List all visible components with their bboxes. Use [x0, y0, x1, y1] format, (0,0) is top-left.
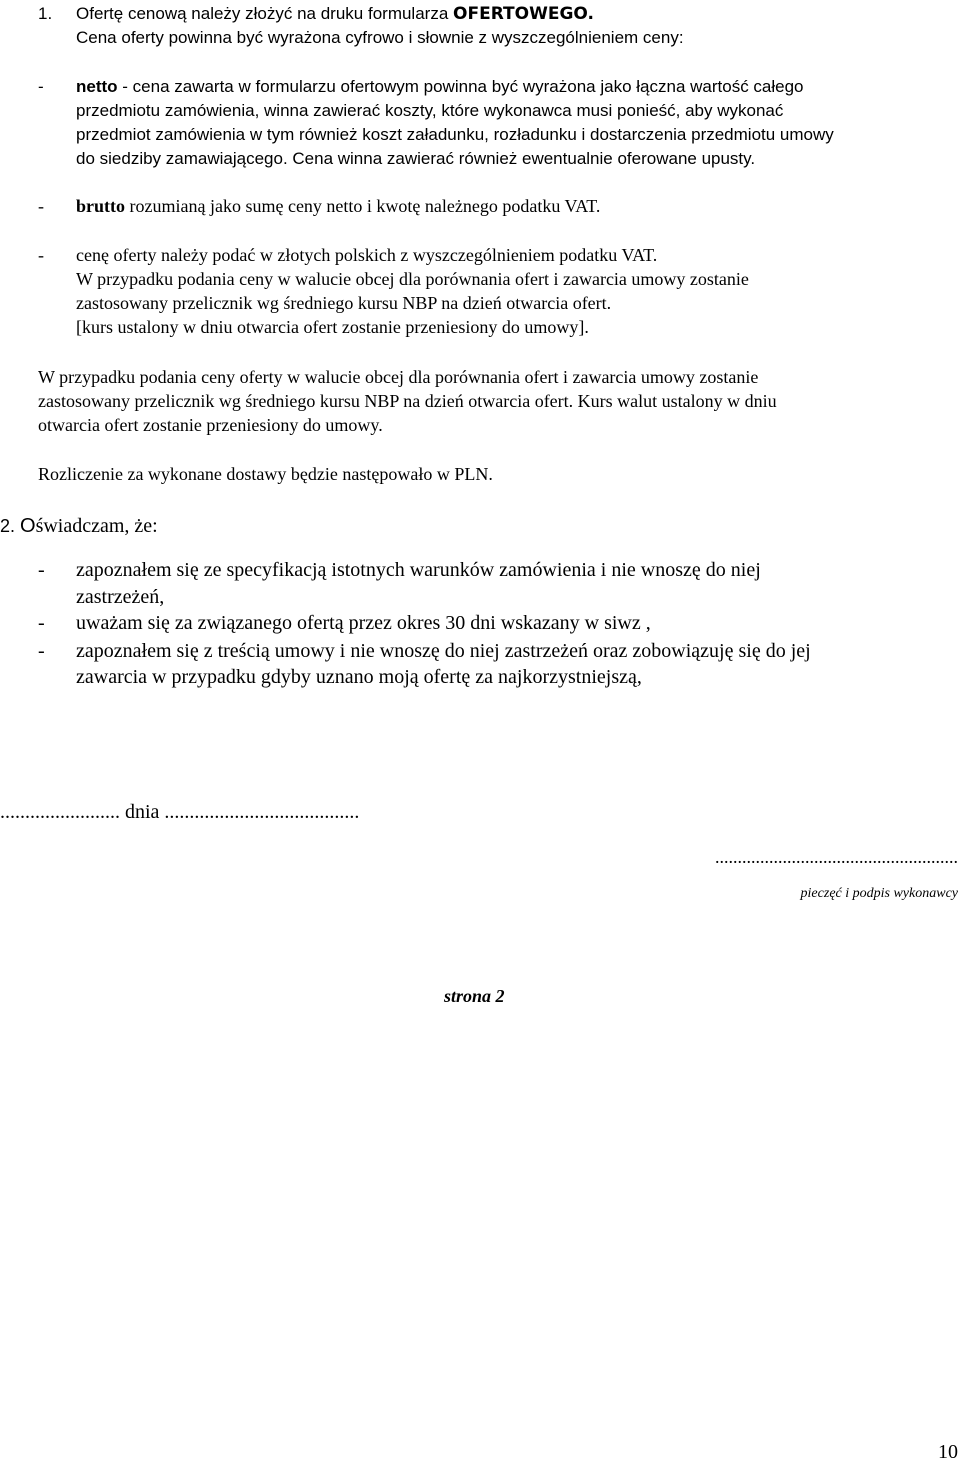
brutto-line: [76, 194, 600, 218]
section-2-title: świadczam, że:: [35, 515, 158, 537]
netto-term: netto: [76, 77, 118, 96]
item-1-line-2: zastrzeżeń,: [76, 586, 165, 608]
item-3-line-1: zapoznałem się z treścią umowy i nie wnoszę do niej zastrzeżeń oraz zobowiązuję się do jej: [76, 640, 811, 662]
cena-line-3: zastosowany przelicznik wg średniego kursu NBP na dzień otwarcia ofert.: [76, 293, 612, 313]
rozliczenie-line: Rozliczenie za wykonane dostawy będzie następowało w PLN.: [38, 464, 493, 484]
section-1-text: Ofertę cenową należy złożyć na druku formularza: [76, 4, 449, 23]
netto-line-2: przedmiotu zamówienia, winna zawierać koszty, które wykonawca musi ponieść, aby wykonać: [76, 101, 784, 120]
form-name: OFERTOWEGO.: [453, 4, 594, 24]
netto-dash: -: [38, 77, 44, 96]
cena-line-1: cenę oferty należy podać w złotych polskich z wyszczególnieniem podatku VAT.: [76, 245, 658, 265]
strona-label: strona 2: [444, 986, 505, 1006]
item-2-dash: -: [38, 612, 45, 634]
netto-line-1: [76, 75, 804, 99]
item-2-line-1: uważam się za związanego ofertą przez okres 30 dni wskazany w siwz ,: [76, 612, 651, 634]
brutto-term: brutto: [76, 196, 125, 216]
page-number: 10: [938, 1441, 958, 1463]
cena-line-2: W przypadku podania ceny w walucie obcej dla porównania ofert i zawarcia umowy zostanie: [76, 269, 749, 289]
section-1-number: 1.: [38, 4, 53, 23]
signature-caption: pieczęć i podpis wykonawcy: [800, 886, 958, 901]
section-1-line-2: Cena oferty powinna być wyrażona cyfrowo i słownie z wyszczególnieniem ceny:: [76, 28, 684, 47]
section-2-heading: [0, 513, 158, 539]
place-date-line: ........................ dnia .......................................: [0, 801, 360, 823]
item-1-line-1: zapoznałem się ze specyfikacją istotnych warunków zamówienia i nie wnoszę do niej: [76, 559, 761, 581]
netto-line-3: przedmiot zamówienia w tym również koszt załadunku, rozładunku i dostarczenia przedmiotu umowy: [76, 125, 834, 144]
cena-dash: -: [38, 245, 44, 265]
section-2-number: 2.: [0, 516, 16, 536]
signature-line: ......................................................: [715, 847, 958, 867]
item-1-dash: -: [38, 559, 45, 581]
waluta-line-3: otwarcia ofert zostanie przeniesiony do umowy.: [38, 415, 383, 435]
item-3-line-2: zawarcia w przypadku gdyby uznano moją ofertę za najkorzystniejszą,: [76, 666, 642, 688]
waluta-line-2: zastosowany przelicznik wg średniego kursu NBP na dzień otwarcia ofert. Kurs walut ustalony w dniu: [38, 391, 777, 411]
brutto-dash: -: [38, 196, 44, 216]
section-2-first-letter: O: [20, 515, 36, 537]
cena-line-4: [kurs ustalony w dniu otwarcia ofert zostanie przeniesiony do umowy].: [76, 317, 589, 337]
item-3-dash: -: [38, 640, 45, 662]
section-1-line-1: [76, 2, 594, 26]
netto-line-4: do siedziby zamawiającego. Cena winna zawierać również ewentualnie oferowane upusty.: [76, 149, 756, 168]
brutto-rest: rozumianą jako sumę ceny netto i kwotę należnego podatku VAT.: [125, 196, 601, 216]
netto-line-1-rest: - cena zawarta w formularzu ofertowym powinna być wyrażona jako łączna wartość całego: [117, 77, 804, 96]
waluta-line-1: W przypadku podania ceny oferty w walucie obcej dla porównania ofert i zawarcia umowy zostanie: [38, 367, 759, 387]
